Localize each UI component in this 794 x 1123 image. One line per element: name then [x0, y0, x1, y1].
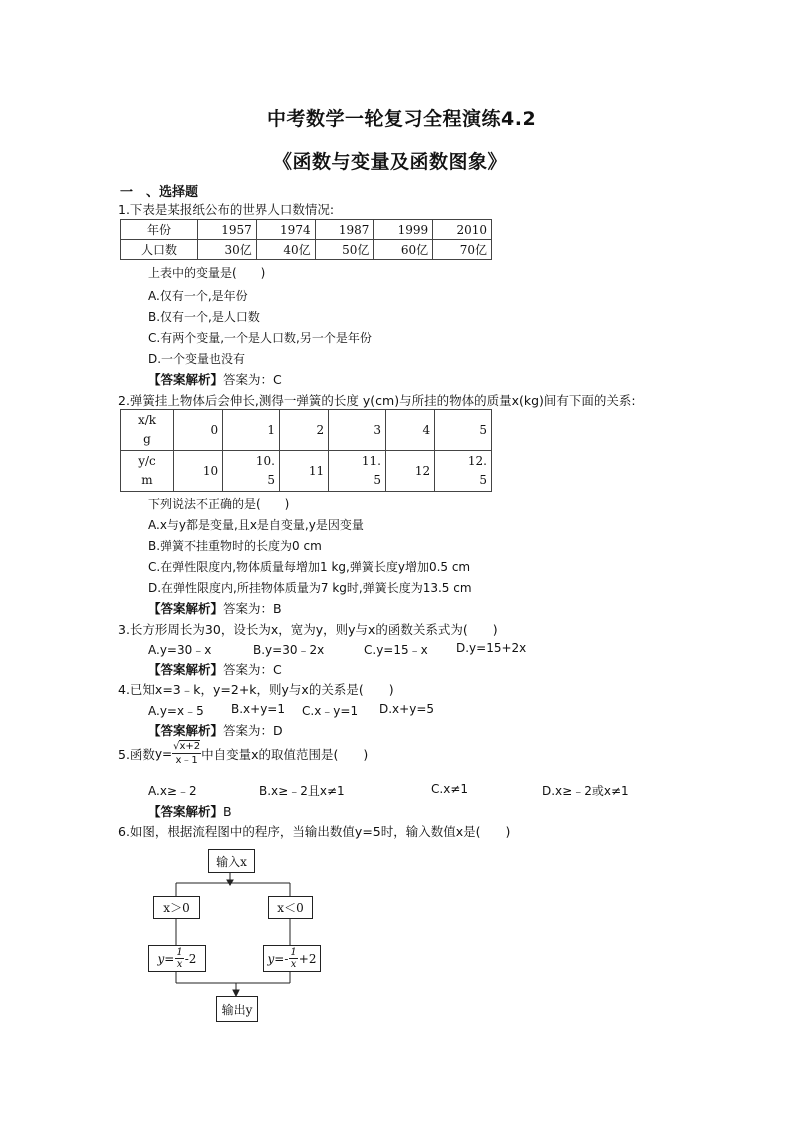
- question-4-option-d: D.x+y=5: [379, 702, 435, 716]
- question-6-stem: 6.如图，根据流程图中的程序，当输出数值y=5时，输入数值x是( ): [118, 824, 511, 839]
- answer-label: 【答案解析】: [148, 662, 224, 677]
- table-cell: 4: [385, 410, 434, 451]
- question-5-option-c: C.x≠1: [431, 782, 468, 796]
- cell-line: 5: [267, 473, 275, 487]
- cell-line: 11.: [361, 454, 381, 468]
- question-2-option-d: D.在弹性限度内,所挂物体质量为7 kg时,弹簧长度为13.5 cm: [148, 581, 472, 595]
- fraction-denominator: x: [176, 959, 183, 970]
- question-5-option-a: A.x≥﹣2: [148, 784, 197, 798]
- answer-label: 【答案解析】: [148, 372, 224, 387]
- table-cell: 2010: [433, 220, 492, 240]
- cell-line: x/k: [137, 413, 157, 427]
- question-4-stem: 4.已知x=3﹣k，y=2+k，则y与x的关系是( ): [118, 682, 394, 697]
- answer-label: 【答案解析】: [148, 804, 224, 819]
- question-3-option-c: C.y=15﹣x: [364, 643, 428, 657]
- question-3-option-b: B.y=30﹣2x: [253, 643, 325, 657]
- flowchart-formula-left: [148, 945, 206, 972]
- formula-lhs: y=: [154, 746, 173, 761]
- table-cell: 40亿: [256, 240, 315, 260]
- table-cell: 10: [174, 451, 223, 492]
- question-1-option-c: C.有两个变量,一个是人口数,另一个是年份: [148, 331, 372, 345]
- table-cell: 11: [279, 451, 328, 492]
- answer-label: 【答案解析】: [148, 601, 224, 616]
- cell-line: 12.: [467, 454, 487, 468]
- cell-line: 10.: [255, 454, 275, 468]
- fraction-numerator: √x+2: [173, 741, 201, 752]
- fraction-denominator: x﹣1: [175, 755, 198, 766]
- stem-prefix: 5.函数: [118, 746, 155, 762]
- question-2-option-b: B.弹簧不挂重物时的长度为0 cm: [148, 539, 322, 553]
- fraction-numerator: 1: [176, 947, 183, 958]
- formula-fraction: [175, 947, 183, 970]
- table-cell: 0: [174, 410, 223, 451]
- table-cell: 2: [279, 410, 328, 451]
- table-cell: 5: [435, 410, 492, 451]
- flowchart-condition-right: x＜0: [268, 896, 313, 919]
- flowchart-formula-right: [263, 945, 321, 972]
- question-4-option-a: A.y=x﹣5: [148, 704, 204, 718]
- answer-text: 答案为：D: [223, 723, 283, 738]
- table-cell: 1957: [198, 220, 257, 240]
- flowchart-input-box: 输入x: [208, 849, 255, 873]
- answer-text: 答案为：C: [223, 372, 282, 387]
- question-3-stem: 3.长方形周长为30，设长为x，宽为y，则y与x的函数关系式为( ): [118, 622, 498, 637]
- question-1-prompt: 上表中的变量是( ): [148, 266, 266, 280]
- cell-line: m: [141, 473, 153, 487]
- question-2-option-a: A.x与y都是变量,且x是自变量,y是因变量: [148, 518, 364, 532]
- question-4-option-c: C.x﹣y=1: [302, 704, 359, 718]
- table-cell: 50亿: [315, 240, 374, 260]
- stem-suffix: 中自变量x的取值范围是( ): [201, 746, 369, 762]
- table-cell: 人口数: [121, 240, 198, 260]
- answer-text: 答案为：B: [223, 601, 282, 616]
- question-2-stem: 2.弹簧挂上物体后会伸长,测得一弹簧的长度 y(cm)与所挂的物体的质量x(kg)间有下面的关系:: [118, 393, 636, 408]
- answer-text: 答案为：C: [223, 662, 282, 677]
- formula-suffix: -2: [184, 951, 197, 966]
- table-cell: 60亿: [374, 240, 433, 260]
- section-heading: 一 、选择题: [120, 185, 199, 200]
- formula-prefix: y=: [157, 951, 175, 966]
- fraction-denominator: x: [290, 959, 297, 970]
- table-cell: 3: [329, 410, 386, 451]
- question-1-option-b: B.仅有一个,是人口数: [148, 310, 260, 324]
- answer-text: B: [223, 804, 232, 819]
- cell-line: 5: [479, 473, 487, 487]
- question-1-stem: 1.下表是某报纸公布的世界人口数情况:: [118, 202, 335, 217]
- cell-line: g: [143, 432, 151, 446]
- table-cell: 1987: [315, 220, 374, 240]
- fraction-numerator: 1: [290, 947, 297, 958]
- question-2-prompt: 下列说法不正确的是( ): [148, 497, 290, 511]
- table-cell: 1: [223, 410, 280, 451]
- question-1-option-d: D.一个变量也没有: [148, 352, 246, 366]
- document-subtitle: 《函数与变量及函数图象》: [273, 151, 508, 173]
- table-cell: 1974: [256, 220, 315, 240]
- formula-prefix: y=-: [267, 951, 289, 966]
- table-cell: 12: [385, 451, 434, 492]
- table-cell: 1999: [374, 220, 433, 240]
- question-5-option-b: B.x≥﹣2且x≠1: [259, 784, 345, 798]
- cell-line: 5: [373, 473, 381, 487]
- table-cell: 30亿: [198, 240, 257, 260]
- cell-line: y/c: [138, 454, 156, 468]
- question-3-option-a: A.y=30﹣x: [148, 643, 212, 657]
- question-4-option-b: B.x+y=1: [231, 702, 285, 716]
- sqrt-radicand: x+2: [179, 741, 201, 752]
- document-title: 中考数学一轮复习全程演练4.2: [267, 108, 537, 130]
- formula-fraction: [289, 947, 297, 970]
- question-2-option-c: C.在弹性限度内,物体质量每增加1 kg,弹簧长度y增加0.5 cm: [148, 560, 471, 574]
- question-5-option-d: D.x≥﹣2或x≠1: [542, 784, 629, 798]
- flowchart-output-box: 输出y: [216, 996, 258, 1022]
- formula-suffix: +2: [298, 951, 317, 966]
- question-1-option-a: A.仅有一个,是年份: [148, 289, 248, 303]
- answer-label: 【答案解析】: [148, 723, 224, 738]
- flowchart-condition-left: x＞0: [153, 896, 200, 919]
- question-3-option-d: D.y=15+2x: [456, 641, 527, 655]
- table-cell: 年份: [121, 220, 198, 240]
- table-cell: 70亿: [433, 240, 492, 260]
